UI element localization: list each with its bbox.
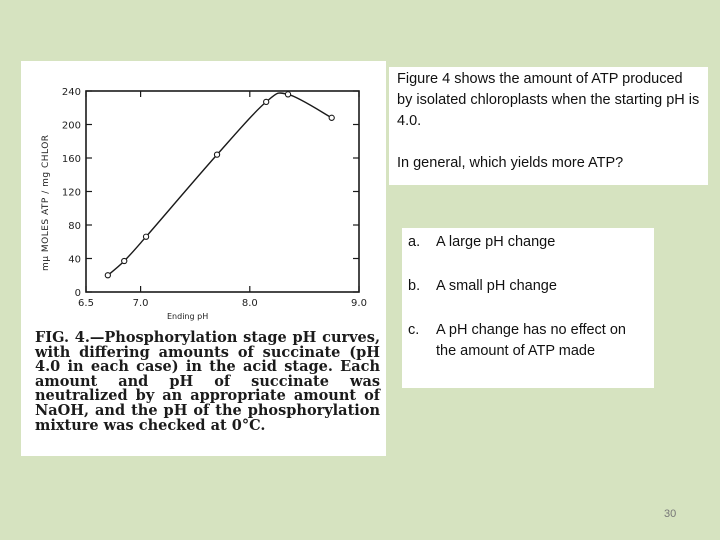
answer-text: A small pH change [436,278,557,294]
answer-option-b[interactable] [408,276,648,297]
y-axis-label: mμ MOLES ATP / mg CHLOR [41,134,51,271]
y-tick-label: 0 [74,288,81,299]
answer-text: A pH change has no effect on the amount of ATP made [436,322,626,359]
answer-letter: a. [408,234,421,250]
question-box [389,67,708,185]
answer-option-a[interactable] [408,232,648,253]
answers-box [402,228,654,388]
y-tick-label: 120 [61,187,81,199]
x-tick-label: 9.0 [351,298,367,309]
data-point [214,152,219,157]
answer-letter: c. [408,322,420,338]
question-prompt: In general, which yields more ATP? [397,155,624,171]
atp-curve [108,93,332,275]
answer-text: A large pH change [436,234,556,250]
figure-caption: FIG. 4.—Phosphorylation stage pH curves, with differing amounts of succinate (pH 4.0 in each case) in the acid stage. Each amount and pH of succinate was neutralized by an appropriate amount of NaOH, and the pH of the phosphorylation mixture was checked at 0°C. [35,329,380,434]
y-tick-label: 40 [68,254,81,266]
x-axis-label: Ending pH [167,312,209,321]
data-point [105,273,110,278]
x-tick-label: 6.5 [78,298,94,309]
data-point [143,234,148,239]
y-tick-label: 240 [61,87,81,98]
figure-panel [21,61,386,456]
data-point [264,99,269,104]
answer-letter: b. [408,278,421,294]
page-number: 30 [664,508,677,520]
data-point [122,258,127,263]
answer-option-c[interactable] [408,320,648,362]
question-intro: Figure 4 shows the amount of ATP produced by isolated chloroplasts when the starting pH is 4.0. [397,71,700,129]
atp-ph-chart [21,61,386,321]
x-tick-label: 8.0 [241,298,258,309]
data-point [285,92,290,97]
x-tick-label: 7.0 [132,298,149,309]
y-tick-label: 200 [61,120,81,132]
data-point [329,115,334,120]
y-tick-label: 80 [68,221,81,232]
y-tick-label: 160 [61,154,81,165]
